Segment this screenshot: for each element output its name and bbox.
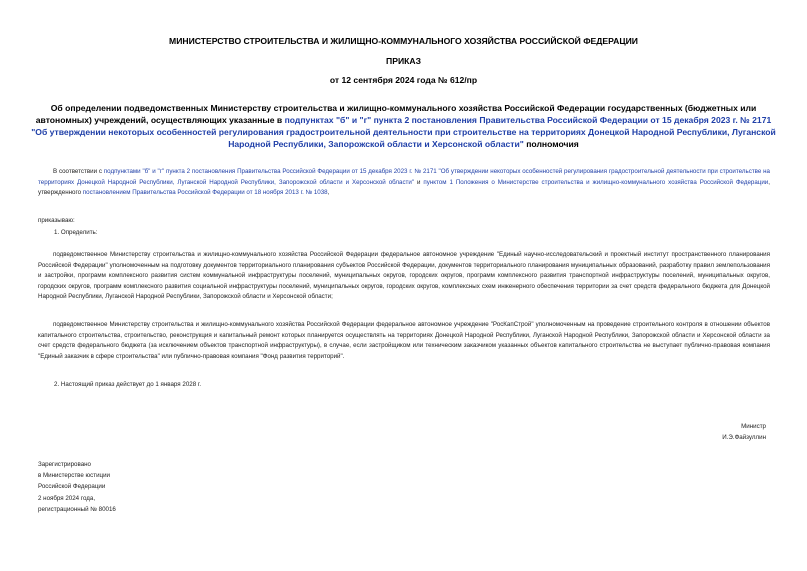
signatory-name: И.Э.Файзуллин — [722, 434, 766, 441]
title-text-end: полномочия — [523, 139, 579, 149]
registration-line: в Министерстве юстиции — [38, 472, 111, 480]
title-decree-link[interactable]: подпунктах "б" и "г" пункта 2 постановления Правительства Российской Федерации от 15 декабря 2023 г. № 2171 "Об утверждении некоторых особенностей регулирования градостроительной деятельности при строительстве на территориях Донецкой Народной Республики, Луганской Народной Республики, Запорожской области и Херсонской области" — [31, 115, 776, 149]
document-type: ПРИКАЗ — [386, 56, 421, 66]
basis-decree-link[interactable]: подпунктами "б" и "г" пункта 2 постановления Правительства Российской Федерации от 15 декабря 2023 г. № 2171 "Об утверждении некоторых особенностей регулирования градостроительной деятельности при строительстве на территориях Донецкой Народной Республики, Луганской Народной Республики, Запорожской области и Херсонской области" — [38, 168, 770, 186]
registration-date: 2 ноября 2024 года, — [38, 494, 96, 502]
basis-text-1: В соответствии с — [53, 168, 104, 175]
registration-line: Российской Федерации — [38, 483, 106, 491]
order-item-2: 2. Настоящий приказ действует до 1 января 2028 г. — [54, 381, 202, 388]
registration-block — [38, 459, 116, 515]
title-text-start: Об определении подведомственных Министерству строительства и жилищно-коммунального хозяйства Российской Федерации государственных (бюджетных или автономных) учреждений, осуществляющих указанные в — [35, 103, 757, 125]
basis-resolution-link[interactable]: постановлением Правительства Российской Федерации от 18 ноября 2013 г. № 1038 — [82, 189, 328, 197]
signatory-position: Министр — [741, 423, 766, 430]
registration-number: регистрационный № 80016 — [38, 505, 116, 513]
order-phrase: приказываю: — [38, 217, 75, 224]
basis-regulation-link[interactable]: пунктом 1 Положения о Министерстве строительства и жилищно-коммунального хозяйства Российской Федерации — [423, 178, 769, 186]
order-item-1: 1. Определить: — [54, 229, 98, 236]
basis-text-2: и — [414, 178, 424, 186]
basis-text-4: , — [327, 189, 330, 197]
document-date-number: от 12 сентября 2024 года № 612/пр — [329, 75, 478, 85]
registration-line: Зарегистрировано — [38, 461, 91, 468]
document-title — [30, 102, 777, 150]
order-subitem-roskapstroy: подведомственное Министерству строительства и жилищно-коммунального хозяйства Российской Федерации федеральное автономное учреждение "РосКапСтрой" уполномоченным на проведение строительного контроля в отношении объектов капитального строительства, строительство, реконструкция и капитальный ремонт которых планируется осуществлять на территориях Донецкой Народной Республики, Луганской Народной Республики, Запорожской области и Херсонской области за счет средств федерального бюджета (за исключением объектов транспортной инфраструктуры), в случае, если застройщиком или техническим заказчиком указанных объектов капитального строительства не выступает публично-правовая компания "Единый заказчик в сфере строительства" или публично-правовая компания "Фонд развития территорий". — [38, 321, 770, 360]
order-subitem-institute: подведомственное Министерству строительства и жилищно-коммунального хозяйства Российской Федерации федеральное автономное учреждение "Единый научно-исследовательский и проектный институт пространственного планирования Российской Федерации" уполномоченным на подготовку документов территориального планирования субъектов Российской Федерации, документов территориального планирования муниципальных образований, разработку правил землепользования и застройки, программ комплексного развития систем коммунальной инфраструктуры поселений, муниципальных округов, городских округов, программ комплексного развития транспортной инфраструктуры поселений, муниципальных округов, городских округов, программ комплексного развития социальной инфраструктуры поселений, муниципальных округов, городских округов, комплексных схем инженерного обеспечения территории за счет средств федерального бюджета для Донецкой Народной Республики, Луганской Народной Республики, Запорожской области и Херсонской области; — [38, 251, 770, 301]
basis-text-3: , утвержденного — [38, 178, 770, 197]
legal-basis-paragraph — [38, 167, 770, 199]
ministry-heading: МИНИСТЕРСТВО СТРОИТЕЛЬСТВА И ЖИЛИЩНО-КОММУНАЛЬНОГО ХОЗЯЙСТВА РОССИЙСКОЙ ФЕДЕРАЦИИ — [169, 36, 638, 46]
